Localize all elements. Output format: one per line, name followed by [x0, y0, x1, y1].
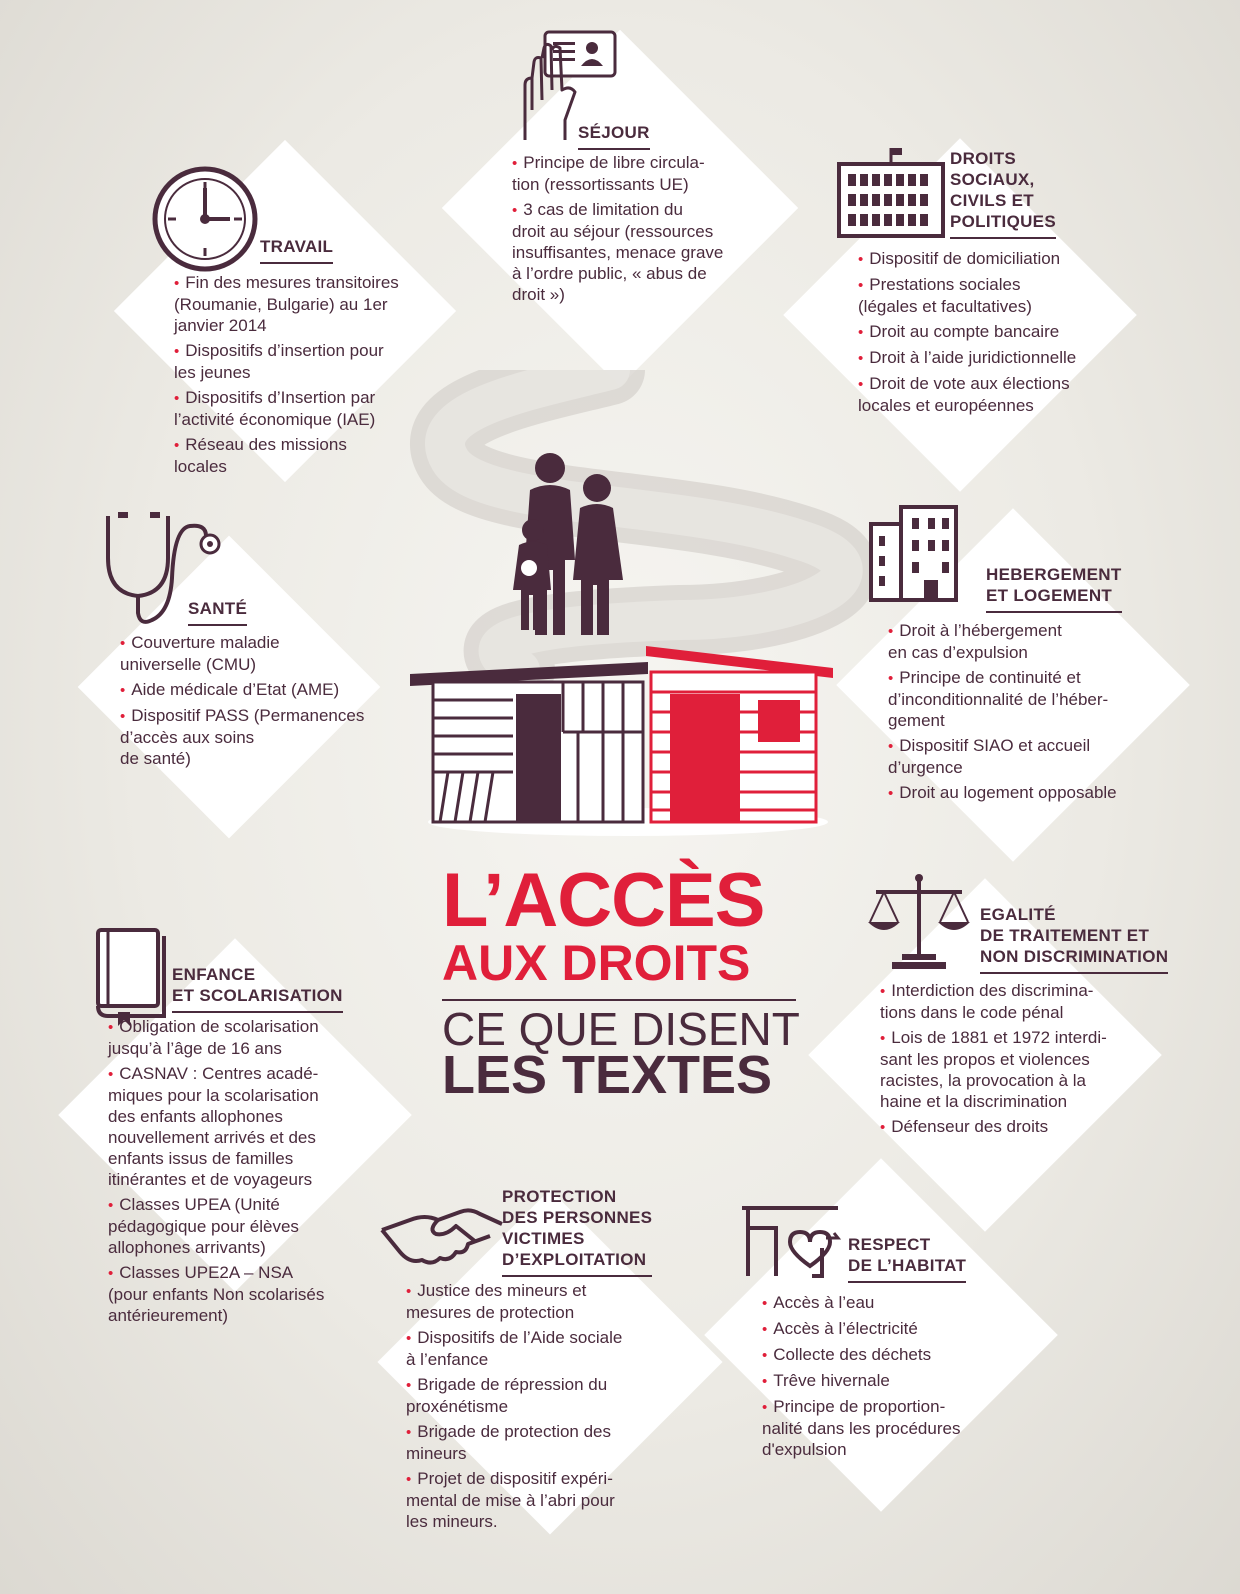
- bullet-icon: •: [888, 670, 894, 687]
- houses-illustration: [408, 632, 848, 837]
- list-item: • Brigade de protection des mineurs: [406, 1422, 612, 1463]
- list-item: • 3 cas de limitation du droit au séjour (ressources insuffisantes, menace grave à l’ordre public, « abus de droit »): [512, 200, 724, 304]
- section-title-sante: SANTÉ: [188, 598, 247, 626]
- bullet-icon: •: [406, 1377, 412, 1394]
- bullet-icon: •: [406, 1283, 412, 1300]
- list-item: • Fin des mesures transitoires (Roumanie, Bulgarie) au 1er janvier 2014: [174, 273, 399, 335]
- bullet-icon: •: [880, 1119, 886, 1136]
- bullet-icon: •: [512, 202, 518, 219]
- bullet-icon: •: [406, 1330, 412, 1347]
- list-item: • Droit au compte bancaire: [858, 322, 1060, 341]
- list-item: • Projet de dispositif expéri- mental de mise à l’abri pour les mineurs.: [406, 1469, 615, 1531]
- headline-line1: L’ACCÈS: [442, 858, 765, 943]
- list-protection: [406, 1280, 686, 1536]
- list-item: • Collecte des déchets: [762, 1345, 932, 1364]
- section-title-enfance: ENFANCE ET SCOLARISATION: [172, 964, 343, 1013]
- bullet-icon: •: [858, 324, 864, 341]
- book-icon: [94, 926, 174, 1026]
- list-egalite: [880, 980, 1170, 1142]
- bullet-icon: •: [108, 1265, 114, 1282]
- bullet-icon: •: [406, 1471, 412, 1488]
- family-icon: [505, 450, 645, 650]
- headline-line3: CE QUE DISENT: [442, 1003, 800, 1055]
- bullet-icon: •: [762, 1347, 768, 1364]
- handshake-icon: [380, 1200, 505, 1270]
- bullet-icon: •: [108, 1066, 114, 1083]
- bullet-icon: •: [762, 1295, 768, 1312]
- list-item: • Dispositifs de l’Aide sociale à l’enfance: [406, 1328, 623, 1369]
- bullet-icon: •: [762, 1373, 768, 1390]
- list-item: • Principe de proportion- nalité dans les procédures d'expulsion: [762, 1397, 961, 1459]
- bullet-icon: •: [108, 1197, 114, 1214]
- section-title-travail: TRAVAIL: [260, 236, 333, 264]
- bullet-icon: •: [858, 277, 864, 294]
- bullet-icon: •: [512, 155, 518, 172]
- list-item: • Dispositifs d’insertion pour les jeunes: [174, 341, 384, 382]
- list-item: • Dispositif SIAO et accueil d’urgence: [888, 736, 1091, 777]
- apartment-building-icon: [866, 504, 976, 604]
- list-item: • Principe de continuité et d’inconditionnalité de l’héber- gement: [888, 668, 1109, 730]
- section-title-habitat: RESPECT DE L’HABITAT: [848, 1234, 966, 1283]
- section-title-hebergement: HEBERGEMENT ET LOGEMENT: [986, 564, 1122, 613]
- list-item: • Aide médicale d’Etat (AME): [120, 680, 340, 699]
- section-title-egalite: EGALITÉ DE TRAITEMENT ET NON DISCRIMINATION: [980, 904, 1168, 974]
- list-item: • Droit de vote aux élections locales et européennes: [858, 374, 1070, 415]
- list-item: • Prestations sociales (légales et facultatives): [858, 275, 1032, 316]
- list-item: • Dispositifs d’Insertion par l’activité économique (IAE): [174, 388, 376, 429]
- section-title-droits: DROITS SOCIAUX, CIVILS ET POLITIQUES: [950, 148, 1056, 239]
- list-item: • Réseau des missions locales: [174, 435, 347, 476]
- bullet-icon: •: [174, 390, 180, 407]
- list-item: • Lois de 1881 et 1972 interdi- sant les propos et violences racistes, la provocation à la haine et la discrimination: [880, 1028, 1107, 1111]
- house-heart-icon: [738, 1200, 848, 1280]
- list-sejour: [512, 152, 772, 309]
- list-enfance: [108, 1016, 408, 1330]
- bullet-icon: •: [762, 1399, 768, 1416]
- list-hebergement: [888, 620, 1188, 808]
- list-item: • Trêve hivernale: [762, 1371, 890, 1390]
- bullet-icon: •: [858, 376, 864, 393]
- list-item: • Accès à l’eau: [762, 1293, 875, 1312]
- bullet-icon: •: [120, 708, 126, 725]
- bullet-icon: •: [858, 350, 864, 367]
- bullet-icon: •: [880, 1030, 886, 1047]
- bullet-icon: •: [880, 983, 886, 1000]
- list-item: • Droit à l’hébergement en cas d’expulsion: [888, 621, 1062, 662]
- section-title-sejour: SÉJOUR: [578, 122, 650, 150]
- bullet-icon: •: [888, 738, 894, 755]
- list-item: • Dispositif de domiciliation: [858, 249, 1061, 268]
- list-item: • Droit au logement opposable: [888, 783, 1117, 802]
- list-item: • Droit à l’aide juridictionnelle: [858, 348, 1077, 367]
- list-item: • Classes UPE2A – NSA (pour enfants Non scolarisés antérieurement): [108, 1263, 325, 1325]
- list-travail: [174, 272, 444, 481]
- list-item: • Dispositif PASS (Permanences d’accès aux soins de santé): [120, 706, 365, 768]
- bullet-icon: •: [120, 682, 126, 699]
- list-item: • Obligation de scolarisation jusqu’à l’âge de 16 ans: [108, 1017, 319, 1058]
- bullet-icon: •: [174, 343, 180, 360]
- clock-icon: [150, 164, 260, 274]
- bullet-icon: •: [174, 275, 180, 292]
- list-item: • Brigade de répression du proxénétisme: [406, 1375, 608, 1416]
- scales-icon: [864, 872, 974, 972]
- bullet-icon: •: [174, 437, 180, 454]
- headline-line4: LES TEXTES: [442, 1045, 773, 1105]
- public-building-icon: [836, 146, 946, 241]
- bullet-icon: •: [888, 785, 894, 802]
- list-item: • Accès à l’électricité: [762, 1319, 918, 1338]
- list-habitat: [762, 1292, 1012, 1464]
- bullet-icon: •: [888, 623, 894, 640]
- bullet-icon: •: [762, 1321, 768, 1338]
- list-item: • Justice des mineurs et mesures de protection: [406, 1281, 587, 1322]
- bullet-icon: •: [108, 1019, 114, 1036]
- list-item: • Classes UPEA (Unité pédagogique pour élèves allophones arrivants): [108, 1195, 299, 1257]
- headline-divider: [442, 999, 796, 1001]
- list-sante: [120, 632, 420, 773]
- list-droits: [858, 248, 1148, 420]
- list-item: • Interdiction des discrimina- tions dans le code pénal: [880, 981, 1094, 1022]
- list-item: • Principe de libre circula- tion (ressortissants UE): [512, 153, 705, 194]
- bullet-icon: •: [406, 1424, 412, 1441]
- headline-line2: AUX DROITS: [442, 935, 751, 991]
- list-item: • Couverture maladie universelle (CMU): [120, 633, 280, 674]
- bullet-icon: •: [120, 635, 126, 652]
- bullet-icon: •: [858, 251, 864, 268]
- list-item: • CASNAV : Centres acadé- miques pour la scolarisation des enfants allophones nouvellement arrivés et des enfants issus de familles itinérantes et de voyageurs: [108, 1064, 319, 1189]
- section-title-protection: PROTECTION DES PERSONNES VICTIMES D’EXPLOITATION: [502, 1186, 652, 1277]
- list-item: • Défenseur des droits: [880, 1117, 1049, 1136]
